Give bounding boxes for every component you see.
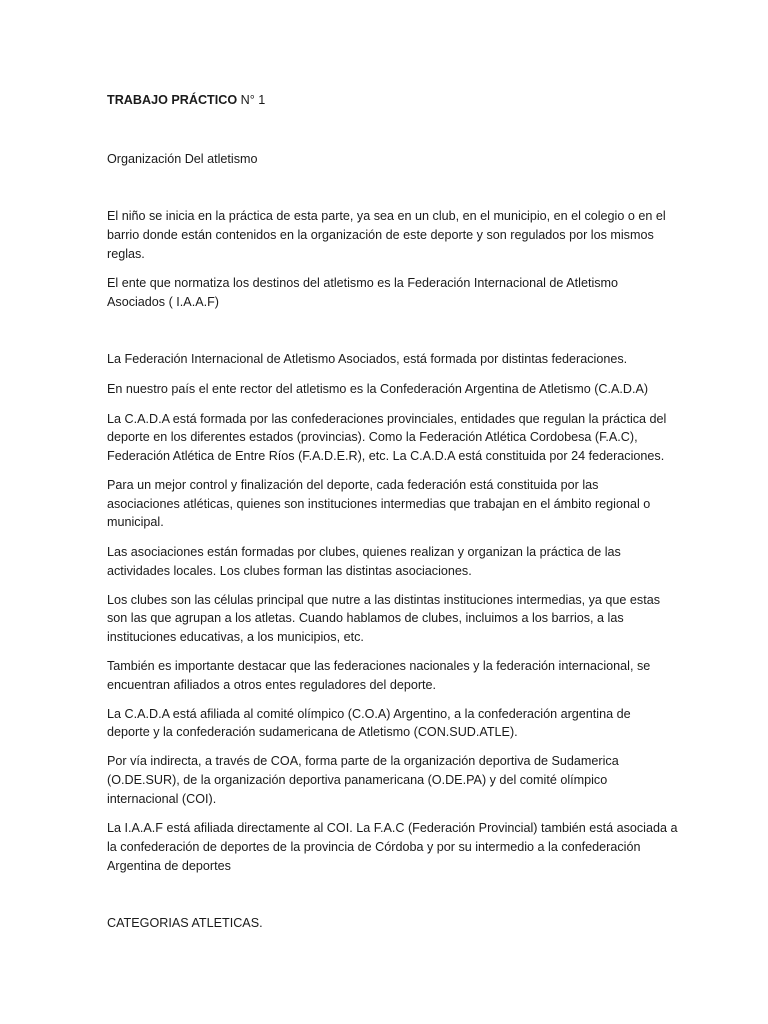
paragraph-line: Las asociaciones están formadas por clubes, quienes realizan y organizan la práctica de las — [107, 545, 621, 559]
document-title — [107, 91, 265, 109]
paragraph-line: La C.A.D.A está formada por las confederaciones provinciales, entidades que regulan la práctica del — [107, 412, 667, 426]
document-title-number: N° 1 — [237, 93, 266, 107]
paragraph-line: internacional (COI). — [107, 792, 217, 806]
paragraph-line: encuentran afiliados a otros entes reguladores del deporte. — [107, 678, 437, 692]
paragraph-line: la confederación de deportes de la provincia de Córdoba y por su intermedio a la confederación — [107, 840, 641, 854]
paragraph-line: La C.A.D.A está afiliada al comité olímpico (C.O.A) Argentino, a la confederación argentina de — [107, 707, 631, 721]
paragraph-line: También es importante destacar que las federaciones nacionales y la federación internacional, se — [107, 659, 651, 673]
section-heading: CATEGORIAS ATLETICAS. — [107, 916, 263, 930]
paragraph-line: Los clubes son las células principal que nutre a las distintas instituciones intermedias, ya que estas — [107, 593, 661, 607]
paragraph-line: barrio donde están contenidos en la organización de este deporte y son regulados por los mismos — [107, 228, 654, 242]
paragraph-line: Argentina de deportes — [107, 859, 231, 873]
paragraph-line: actividades locales. Los clubes forman las distintas asociaciones. — [107, 564, 472, 578]
paragraph-line: El ente que normatiza los destinos del atletismo es la Federación Internacional de Atletismo — [107, 276, 619, 290]
paragraph-line: La I.A.A.F está afiliada directamente al COI. La F.A.C (Federación Provincial) también está asociada a — [107, 821, 678, 835]
paragraph-line: La Federación Internacional de Atletismo Asociados, está formada por distintas federaciones. — [107, 352, 628, 366]
paragraph-line: El niño se inicia en la práctica de esta parte, ya sea en un club, en el municipio, en el colegio o en el — [107, 209, 666, 223]
paragraph-line: Federación Atlética de Entre Ríos (F.A.D.E.R), etc. La C.A.D.A está constituida por 24 federaciones. — [107, 449, 665, 463]
document-title-bold: TRABAJO PRÁCTICO — [107, 93, 238, 107]
paragraph-line: deporte en los diferentes estados (provincias). Como la Federación Atlética Cordobesa (F.A.C), — [107, 430, 638, 444]
paragraph-line: Por vía indirecta, a través de COA, forma parte de la organización deportiva de Sudamerica — [107, 754, 619, 768]
paragraph-line: asociaciones atléticas, quienes son instituciones intermedias que trabajan en el ámbito regional o — [107, 497, 651, 511]
paragraph-line: Para un mejor control y finalización del deporte, cada federación está constituida por las — [107, 478, 599, 492]
paragraph-line: deporte y la confederación sudamericana de Atletismo (CON.SUD.ATLE). — [107, 725, 518, 739]
paragraph-line: (O.DE.SUR), de la organización deportiva panamericana (O.DE.PA) y del comité olímpico — [107, 773, 608, 787]
paragraph-line: instituciones educativas, a los municipios, etc. — [107, 630, 364, 644]
paragraph-line: son las que agrupan a los atletas. Cuando hablamos de clubes, incluimos a los barrios, a las — [107, 611, 624, 625]
paragraph-line: En nuestro país el ente rector del atletismo es la Confederación Argentina de Atletismo (C.A.D.A) — [107, 382, 649, 396]
paragraph-line: municipal. — [107, 515, 164, 529]
document-subtitle: Organización Del atletismo — [107, 152, 258, 166]
paragraph-line: reglas. — [107, 247, 145, 261]
paragraph-line: Asociados ( I.A.A.F) — [107, 295, 219, 309]
